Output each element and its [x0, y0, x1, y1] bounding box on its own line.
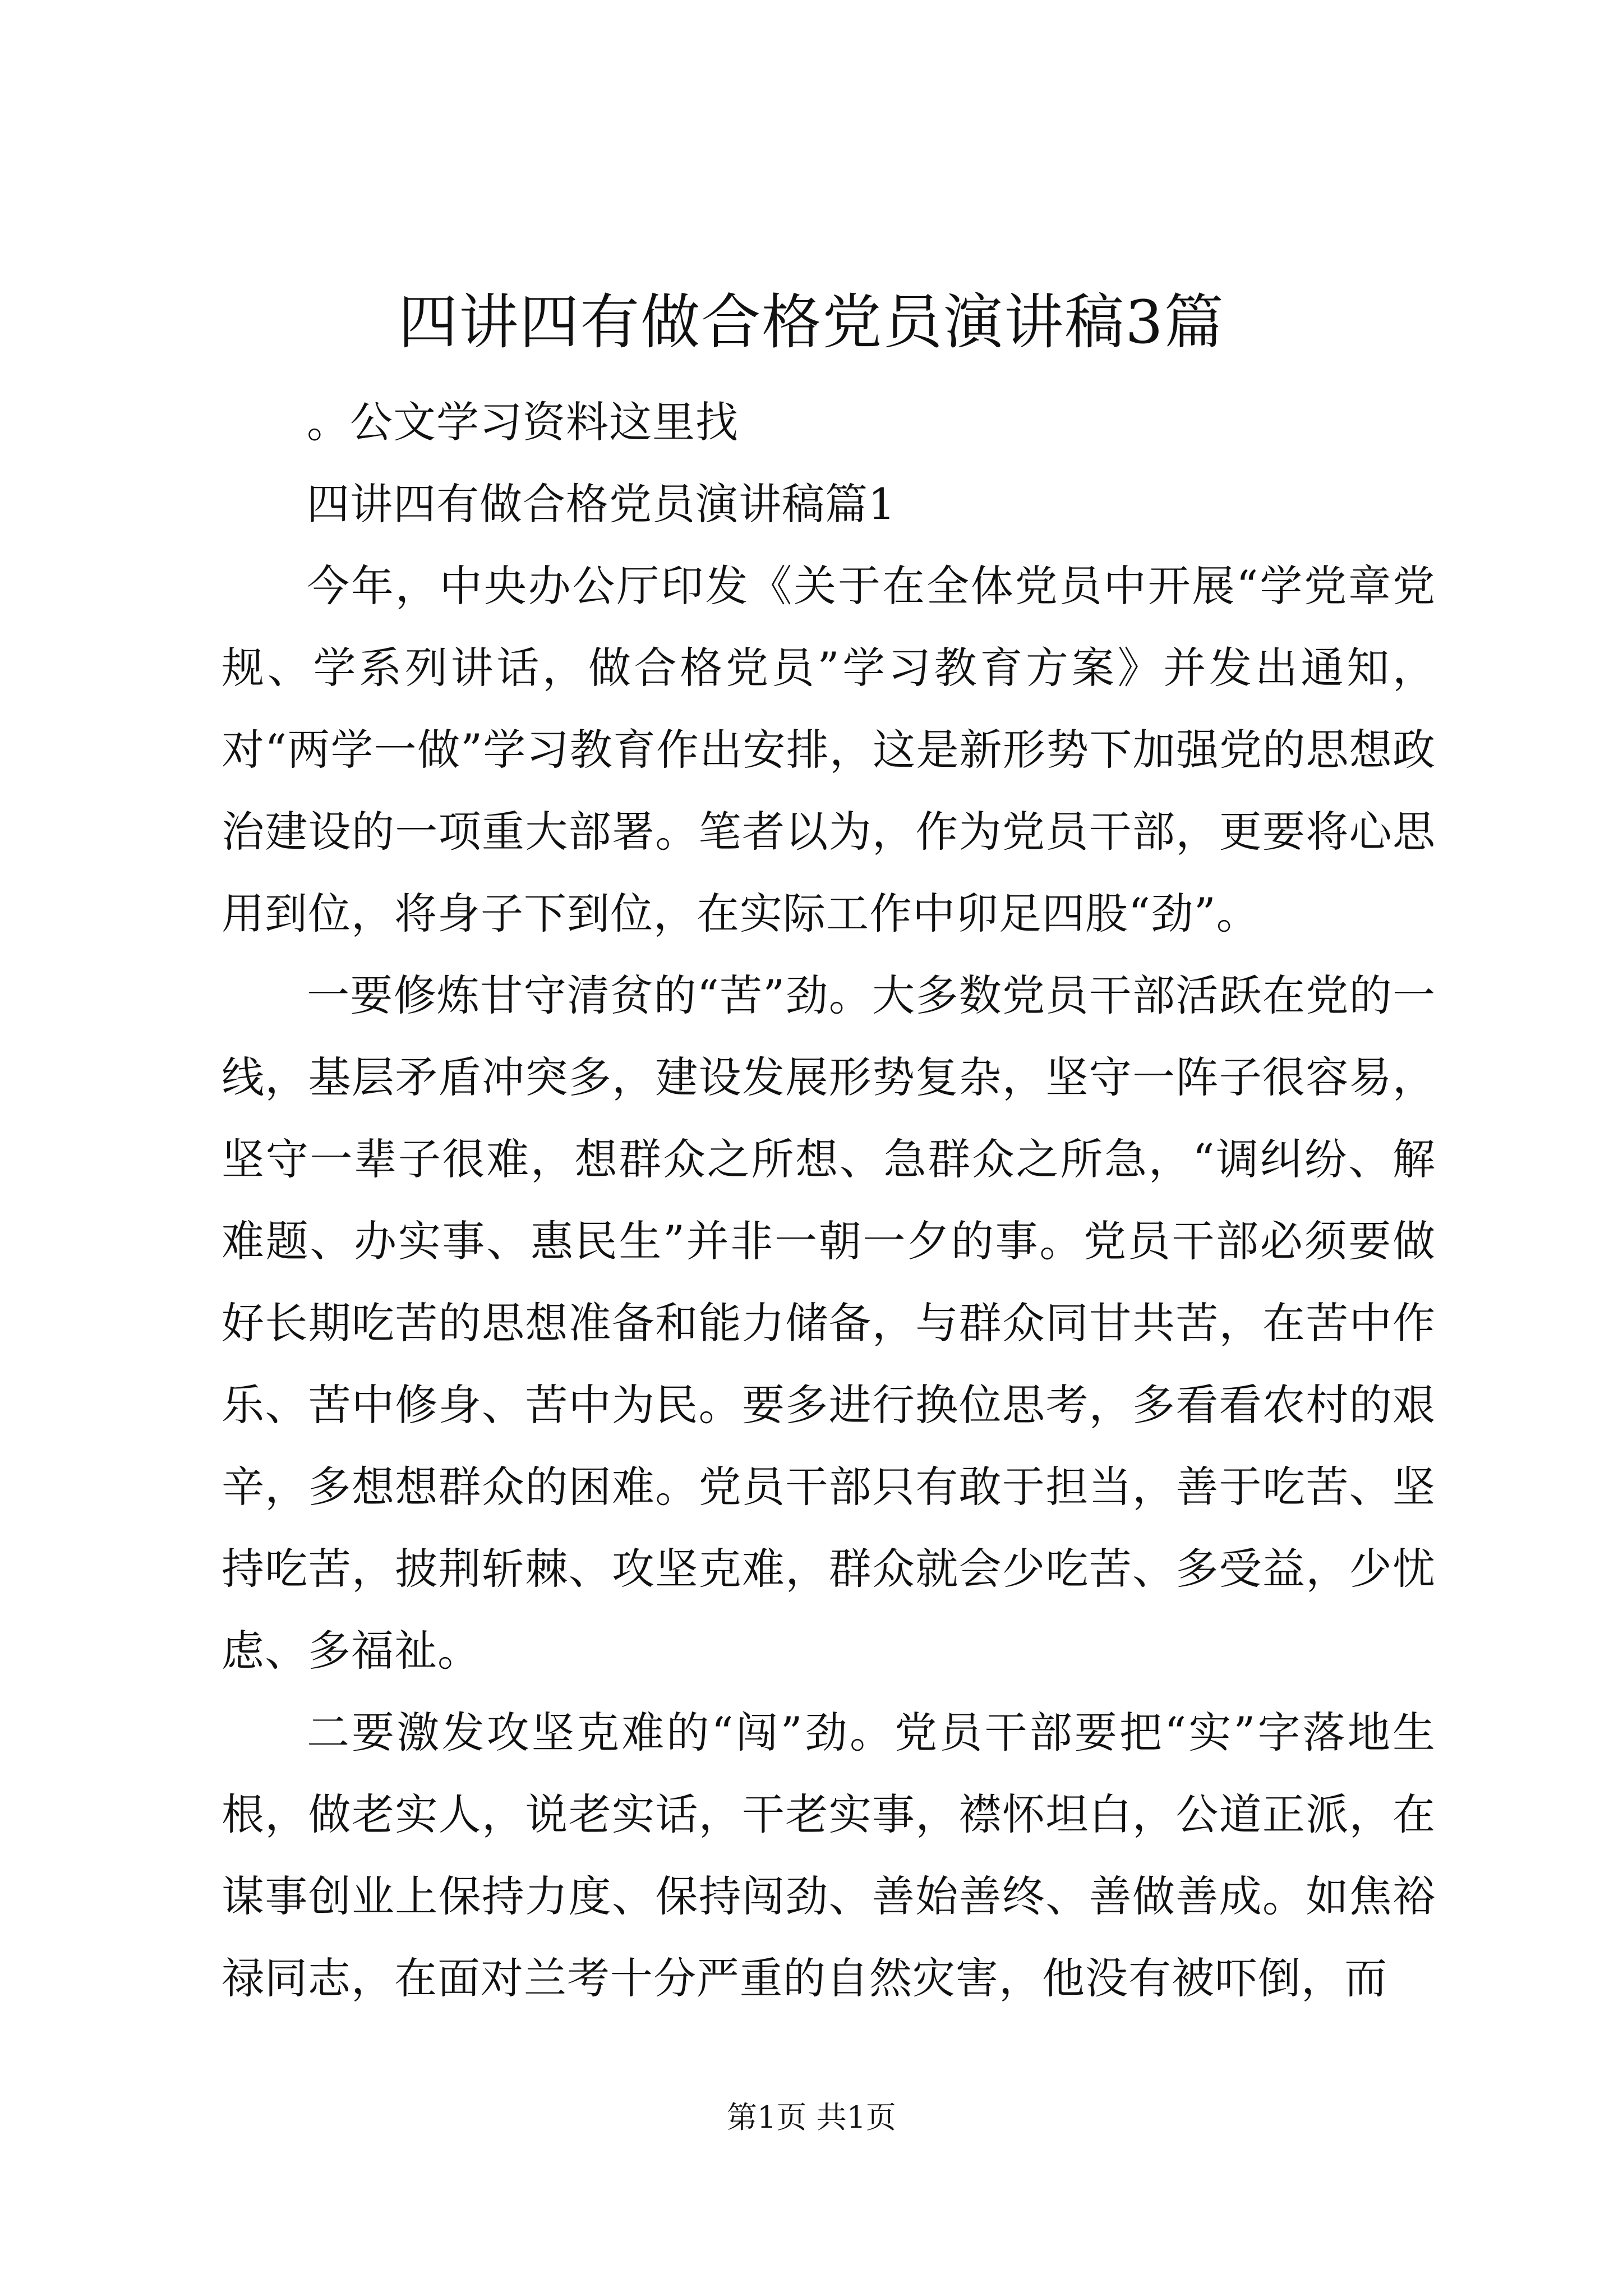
body-paragraph: 今年，中央办公厅印发《关于在全体党员中开展“学党章党规、学系列讲话，做合格党员”学习教育方案》并发出通知，对“两学一做”学习教育作出安排，这是新形势下加强党的思想政治建设的一项重大部署。笔者以为，作为党员干部，更要将心思用到位，将身子下到位，在实际工作中卯足四股“劲”。	[222, 561, 1436, 938]
body-paragraph: 一要修炼甘守清贫的“苦”劲。大多数党员干部活跃在党的一线，基层矛盾冲突多，建设发展形势复杂，坚守一阵子很容易，坚守一辈子很难，想群众之所想、急群众之所急，“调纠纷、解难题、办实事、惠民生”并非一朝一夕的事。党员干部必须要做好长期吃苦的思想准备和能力储备，与群众同甘共苦，在苦中作乐、苦中修身、苦中为民。要多进行换位思考，多看看农村的艰辛，多想想群众的困难。党员干部只有敢于担当，善于吃苦、坚持吃苦，披荆斩棘、攻坚克难，群众就会少吃苦、多受益，少忧虑、多福祉。	[222, 970, 1436, 1676]
section-heading: 四讲四有做合格党员演讲稿篇1	[307, 479, 896, 529]
page-footer: 第1页 共1页	[727, 2100, 896, 2135]
document-title: 四讲四有做合格党员演讲稿3篇	[398, 288, 1225, 357]
source-note: 。公文学习资料这里找	[307, 397, 739, 447]
body-paragraph: 二要激发攻坚克难的“闯”劲。党员干部要把“实”字落地生根，做老实人，说老实话，干老实事，襟怀坦白，公道正派，在谋事创业上保持力度、保持闯劲、善始善终、善做善成。如焦裕禄同志，在面对兰考十分严重的自然灾害，他没有被吓倒，而	[222, 1708, 1436, 2003]
document-body	[222, 381, 1436, 2019]
